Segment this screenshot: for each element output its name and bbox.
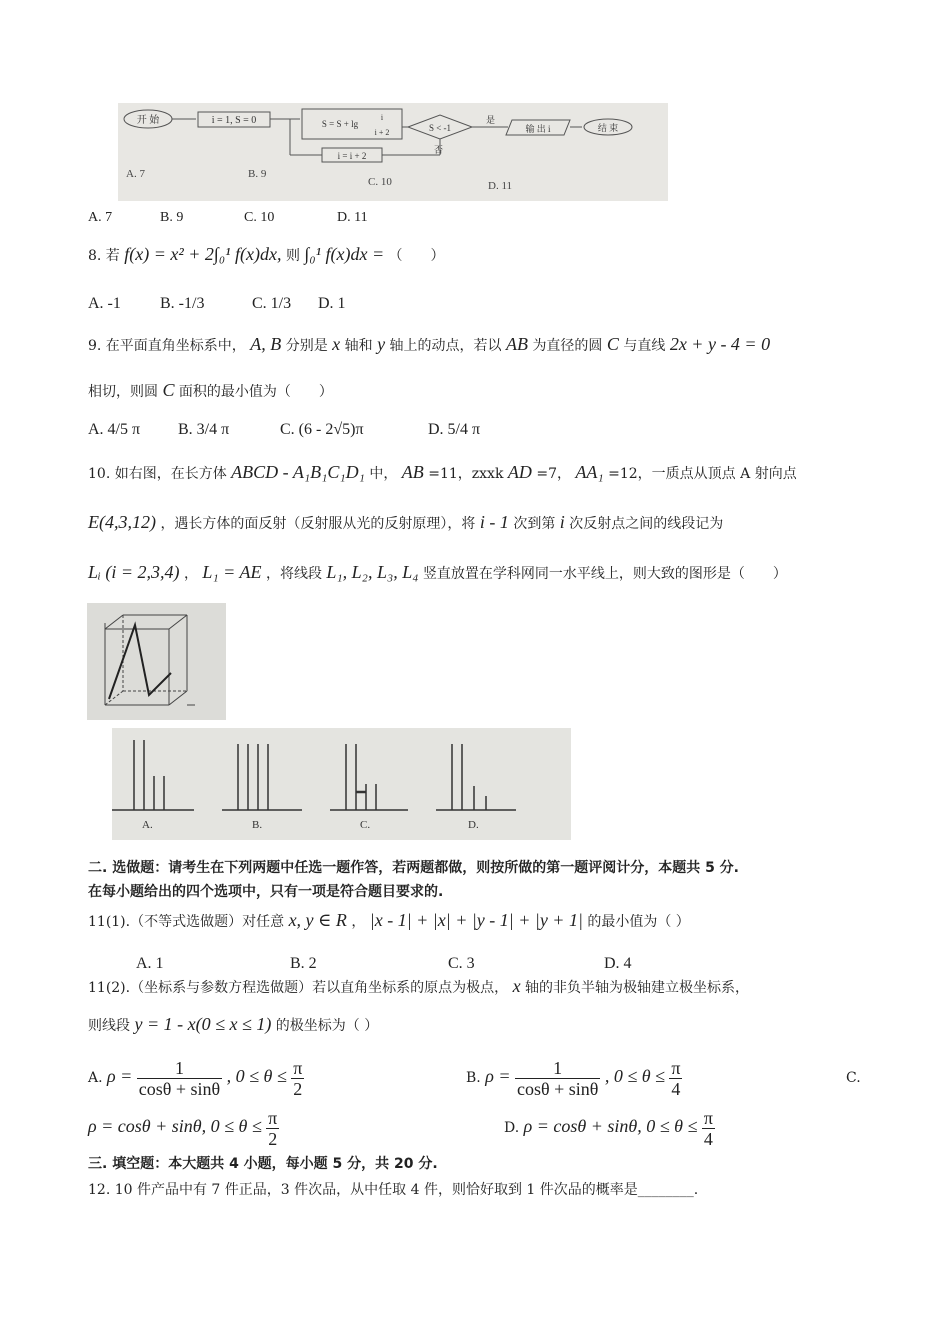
q10-e: E(4,3,12) <box>88 512 156 532</box>
q11-2-option-b-label: B. <box>466 1070 481 1086</box>
section2-line2: 在每小题给出的四个选项中，只有一项是符合题目要求的. <box>88 884 444 900</box>
q11-2-b-pi-frac <box>669 1058 682 1099</box>
q11-1-expr: |x - 1| + |x| + |y - 1| + |y + 1| <box>369 910 583 930</box>
q8-option-d: D. 1 <box>318 295 346 312</box>
q11-2-b-rho: ρ = <box>485 1066 511 1086</box>
q11-2-option-a <box>88 1056 304 1099</box>
q11-1-text-b: ， <box>351 914 366 930</box>
q10-aa1: AA₁ <box>575 462 604 482</box>
q11-2-option-d <box>504 1106 715 1149</box>
q9-text-g: 相切，则圆 <box>88 384 158 400</box>
q11-2-b-range: , 0 ≤ θ ≤ <box>604 1066 665 1086</box>
q10-choice-b: B. <box>252 819 263 831</box>
flow-opt-b: B. 9 <box>248 168 267 180</box>
q9-line1 <box>88 334 770 356</box>
q11-1-option-d: D. 4 <box>604 955 632 972</box>
section2-line1: 二. 选做题：请考生在下列两题中任选一题作答，若两题都做，则按所做的第一题评阅计分，本题共 5 分. <box>88 860 739 876</box>
q11-2-c-expr: ρ = cosθ + sinθ, 0 ≤ θ ≤ <box>88 1116 262 1136</box>
q11-1-stem <box>88 910 690 932</box>
q9-line-eq: 2x + y - 4 = 0 <box>669 334 771 354</box>
q10-text-e: =12，一质点从顶点 A 射向点 <box>608 466 797 482</box>
q10-line2 <box>88 512 723 534</box>
q9-c: C <box>606 334 619 354</box>
flow-output: 输 出 i <box>525 124 551 134</box>
q10-ls: L₁, L₂, L₃, L₄ <box>326 562 419 582</box>
q10-i: i <box>559 512 565 532</box>
flow-opt-a: A. 7 <box>126 168 145 180</box>
q10-choices-svg <box>112 728 571 840</box>
flow-yes: 是 <box>486 115 496 125</box>
q9-text-b: 分别是 <box>285 338 328 354</box>
q10-text-h: 次反射点之间的线段记为 <box>569 516 724 532</box>
flow-process: S = S + lg <box>321 119 359 129</box>
q11-2-text-d: 的极坐标为（ ） <box>275 1018 379 1034</box>
q11-1-option-a: A. 1 <box>136 955 164 972</box>
q8-option-c: C. 1/3 <box>252 295 292 312</box>
q11-2-a-num: 1 <box>137 1058 222 1079</box>
q9-text-f: 与直线 <box>623 338 666 354</box>
q8-option-a: A. -1 <box>88 295 121 312</box>
q9-option-d: D. 5/4 π <box>428 421 481 438</box>
q7-option-d: D. 11 <box>337 210 368 225</box>
q9-option-a: A. 4/5 π <box>88 421 141 438</box>
cuboid-svg <box>87 603 226 720</box>
q11-2-a-rho: ρ = <box>107 1066 133 1086</box>
q10-l1: L₁ = AE <box>202 562 262 582</box>
q8-number: 8. 若 <box>88 248 120 264</box>
q11-2-a-den: cosθ + sinθ <box>138 1078 221 1099</box>
q10-line1 <box>88 462 797 484</box>
q11-1-text-c: 的最小值为（ ） <box>587 914 690 930</box>
q7-option-c: C. 10 <box>244 210 275 225</box>
q11-2-b-num: 1 <box>515 1058 600 1079</box>
q11-2-x: x <box>512 976 521 996</box>
q11-2-c-pi-frac <box>266 1108 279 1149</box>
q11-1-vars: x, y ∈ R <box>288 910 347 930</box>
q8-stem <box>88 244 445 266</box>
q11-2-option-a-label: A. <box>88 1070 103 1086</box>
q9-line2 <box>88 380 333 402</box>
q10-choices-image <box>112 728 571 840</box>
q9-option-c: C. (6 - 2√5)π <box>280 421 364 438</box>
q11-2-option-d-label: D. <box>504 1120 520 1136</box>
q10-text-i: ， <box>183 566 198 582</box>
q9-text-e: 为直径的圆 <box>532 338 603 354</box>
q11-2-text-b: 轴的非负半轴为极轴建立极坐标系， <box>525 980 750 996</box>
q11-2-line1 <box>88 976 749 998</box>
cuboid-image <box>87 603 226 720</box>
q9-y: y <box>377 334 386 354</box>
q9-points: A, B <box>250 334 282 354</box>
q11-1-text-a: 11(1).（不等式选做题）对任意 <box>88 914 285 930</box>
q11-2-c-pi: π <box>268 1107 278 1128</box>
q11-2-b-frac <box>515 1058 600 1099</box>
q10-text-b: 中， <box>369 466 398 482</box>
q9-text-a: 9. 在平面直角坐标系中， <box>88 338 246 354</box>
q9-x: x <box>332 334 341 354</box>
q11-2-text-a: 11(2).（坐标系与参数方程选做题）若以直角坐标系的原点为极点， <box>88 980 509 996</box>
flowchart-svg <box>118 103 668 201</box>
q11-2-c-two: 2 <box>268 1128 278 1149</box>
flow-increment: i = i + 2 <box>337 151 367 161</box>
q10-ad: AD <box>507 462 532 482</box>
section3-heading: 三. 填空题：本大题共 4 小题，每小题 5 分，共 20 分. <box>88 1156 438 1172</box>
flow-opt-d: D. 11 <box>488 180 513 192</box>
q12-stem: 12. 10 件产品中有 7 件正品，3 件次品，从中任取 4 件，则恰好取到 1 件次品的概率是________. <box>88 1182 699 1198</box>
q9-option-b: B. 3/4 π <box>178 421 230 438</box>
flow-frac-num: i <box>380 113 384 122</box>
q11-2-a-frac <box>137 1058 222 1099</box>
q11-2-a-pi: π <box>293 1057 303 1078</box>
q7-option-b: B. 9 <box>160 210 184 225</box>
q11-2-d-four: 4 <box>703 1128 713 1149</box>
q9-text-h: 面积的最小值为（ ） <box>178 384 333 400</box>
q11-2-text-c: 则线段 <box>88 1018 130 1034</box>
q9-text-d: 轴上的动点，若以 <box>389 338 502 354</box>
q10-text-g: 次到第 <box>513 516 556 532</box>
q9-c2: C <box>162 380 175 400</box>
q7-option-a: A. 7 <box>88 210 113 225</box>
q11-2-option-b <box>466 1056 682 1099</box>
q10-i1: i - 1 <box>479 512 509 532</box>
q9-ab: AB <box>505 334 528 354</box>
flow-start: 开 始 <box>136 115 160 126</box>
q8-paren: （ ） <box>388 248 445 264</box>
flow-end: 结 束 <box>597 123 619 133</box>
q11-2-line2 <box>88 1014 378 1036</box>
q11-2-b-four: 4 <box>671 1078 681 1099</box>
q8-option-b: B. -1/3 <box>160 295 205 312</box>
flow-decision: S < -1 <box>428 123 452 133</box>
q11-2-b-pi: π <box>671 1057 681 1078</box>
q9-text-c: 轴和 <box>344 338 373 354</box>
q10-text-k: 竖直放置在学科网同一水平线上，则大致的图形是（ ） <box>422 566 787 582</box>
q10-text-a: 10. 如右图，在长方体 <box>88 466 227 482</box>
q10-ab: AB <box>401 462 424 482</box>
q11-2-option-c <box>88 1106 279 1149</box>
q11-2-d-pi: π <box>703 1107 713 1128</box>
q11-2-b-den: cosθ + sinθ <box>516 1078 599 1099</box>
flowchart-image <box>118 103 668 201</box>
q11-2-a-two: 2 <box>293 1078 303 1099</box>
q10-text-d: =7， <box>536 466 571 482</box>
q10-text-c: =11，zxxk <box>428 466 504 482</box>
q10-box: ABCD - A₁B₁C₁D₁ <box>231 462 365 482</box>
q11-2-seg: y = 1 - x(0 ≤ x ≤ 1) <box>134 1014 272 1034</box>
flow-no: 否 <box>434 145 444 155</box>
q10-choice-c: C. <box>360 819 371 831</box>
q10-li: Lᵢ (i = 2,3,4) <box>88 562 180 582</box>
q11-2-d-pi-frac <box>702 1108 715 1149</box>
q8-expr: f(x) = x² + 2∫₀¹ f(x)dx, <box>124 244 282 264</box>
q10-text-f: ，遇长方体的面反射（反射服从光的反射原理），将 <box>160 516 476 532</box>
q10-line3 <box>88 562 787 584</box>
flow-frac-den: i + 2 <box>374 128 390 137</box>
q10-text-j: ，将线段 <box>265 566 322 582</box>
q8-mid: 则 <box>285 248 300 264</box>
q11-1-option-c: C. 3 <box>448 955 475 972</box>
q11-2-d-expr: ρ = cosθ + sinθ, 0 ≤ θ ≤ <box>523 1116 698 1136</box>
flow-opt-c: C. 10 <box>368 176 392 188</box>
q10-choice-a: A. <box>142 819 153 831</box>
q8-expr2: ∫₀¹ f(x)dx = <box>304 244 385 264</box>
q10-choice-d: D. <box>468 819 479 831</box>
q11-2-a-pi-frac <box>291 1058 304 1099</box>
q11-1-option-b: B. 2 <box>290 955 317 972</box>
q11-2-option-c-label: C. <box>846 1070 861 1086</box>
flow-init: i = 1, S = 0 <box>211 115 257 126</box>
q11-2-a-range: , 0 ≤ θ ≤ <box>226 1066 287 1086</box>
